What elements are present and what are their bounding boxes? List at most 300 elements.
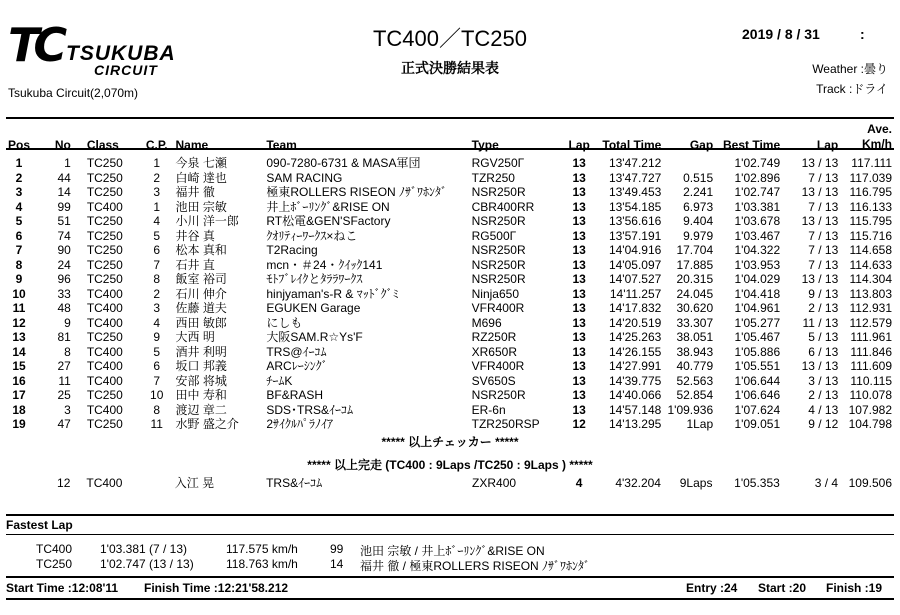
cell-team: 極東ROLLERS RISEON ﾉｻﾞﾜﾎﾝﾀﾞ — [266, 185, 448, 199]
cell-team: mcn・＃24・ｸｲｯｸ141 — [266, 257, 383, 272]
cell-ave: 113.803 — [849, 286, 892, 301]
fl-time: 1'02.747 (13 / 13) — [100, 557, 194, 571]
cell-cp: 8 — [153, 272, 161, 286]
cell-type: Ninja650 — [471, 286, 519, 301]
cell-lap: 13 — [572, 156, 586, 170]
cell-best-lap: 7 / 13 — [808, 243, 839, 257]
cell-type: RZ250R — [471, 330, 517, 344]
cell-class: TC250 — [86, 257, 123, 272]
tsukuba-logo-text: TSUKUBA — [66, 42, 176, 65]
cell-best: 1'04.029 — [734, 272, 781, 286]
complete-note: ***** 以上完走 (TC400 : 9Laps /TC250 : 9Laps ) ***** — [307, 458, 593, 472]
cell-team: TRS&ｲｰｺﾑ — [266, 476, 323, 490]
cell-pos: 13 — [12, 330, 26, 344]
cell-total: 14'17.832 — [608, 301, 662, 315]
document-subtitle: 正式決勝結果表 — [401, 60, 499, 76]
cell-type: VFR400R — [471, 359, 525, 373]
cell-cp: 1 — [153, 199, 161, 214]
entry-count: Entry :24 — [686, 581, 738, 595]
cell-ave: 112.931 — [849, 301, 892, 315]
cell-no: 27 — [57, 359, 71, 373]
cell-best-lap: 2 / 13 — [808, 388, 839, 402]
table-row — [6, 301, 894, 316]
cell-ave: 111.961 — [850, 330, 892, 344]
fl-no: 99 — [330, 542, 344, 556]
cell-name: 井谷 真 — [175, 228, 215, 243]
cell-ave: 104.798 — [848, 417, 892, 431]
cell-class: TC400 — [86, 402, 123, 417]
cell-name: 入江 晃 — [174, 476, 215, 490]
cell-ave: 115.795 — [849, 214, 892, 228]
cell-lap: 13 — [572, 388, 586, 402]
cell-team: にしも — [266, 315, 303, 330]
cell-no: 48 — [57, 301, 71, 315]
cell-best-lap: 6 / 13 — [808, 344, 839, 359]
results-table — [6, 118, 894, 432]
cell-lap: 4 — [575, 476, 583, 490]
track-condition: Track :ドライ — [816, 82, 888, 96]
cell-pos: 16 — [12, 373, 26, 388]
cell-cp: 5 — [153, 344, 161, 359]
cell-total: 14'20.519 — [608, 315, 662, 330]
cell-gap: 38.051 — [676, 330, 714, 344]
cell-gap: 2.241 — [683, 185, 714, 199]
cell-no: 81 — [57, 330, 71, 344]
cell-type: NSR250R — [471, 257, 526, 272]
cell-team: 2ｻｲｸﾙﾊﾟﾗﾉｲｱ — [266, 417, 334, 431]
cell-ave: 109.506 — [848, 476, 892, 490]
fl-time: 1'03.381 (7 / 13) — [100, 542, 188, 556]
cell-pos: 14 — [12, 344, 26, 359]
cell-type: ER-6n — [471, 402, 506, 417]
cell-type: RG500Γ — [471, 228, 517, 243]
cell-class: TC400 — [86, 301, 123, 315]
cell-name: 田中 寿和 — [175, 388, 227, 402]
cell-class: TC400 — [86, 476, 123, 490]
cell-pos: 15 — [12, 359, 26, 373]
cell-cp: 4 — [153, 315, 161, 330]
cell-name: 水野 盛之介 — [175, 417, 239, 431]
cell-type: CBR400RR — [471, 199, 535, 214]
cell-best-lap: 7 / 13 — [808, 199, 839, 214]
cell-gap: 38.943 — [676, 344, 714, 359]
col-lap: Lap — [568, 138, 590, 152]
cell-class: TC250 — [86, 272, 123, 286]
cell-class: TC250 — [86, 185, 123, 199]
table-row — [6, 374, 894, 389]
cell-no: 3 — [64, 402, 71, 417]
cell-pos: 10 — [12, 286, 26, 301]
cell-gap: 1Lap — [686, 417, 714, 431]
cell-best: 1'05.886 — [734, 344, 781, 359]
cell-pos: 8 — [15, 257, 23, 272]
cell-name: 小川 洋一郎 — [175, 214, 239, 228]
cell-best-lap: 3 / 13 — [808, 373, 839, 388]
cell-ave: 107.982 — [848, 402, 892, 417]
cell-cp: 3 — [153, 301, 161, 315]
cell-total: 14'39.775 — [608, 373, 662, 388]
cell-pos: 6 — [15, 228, 23, 243]
table-row — [6, 330, 894, 345]
cell-pos: 4 — [15, 199, 23, 214]
cell-pos: 11 — [12, 301, 26, 315]
cell-lap: 13 — [572, 315, 586, 330]
table-row — [6, 403, 894, 418]
cell-lap: 13 — [572, 228, 586, 243]
col-cp: C.P. — [145, 138, 168, 152]
cell-total: 14'13.295 — [608, 417, 662, 431]
cell-no: 44 — [57, 170, 71, 185]
cell-name: 西田 敏郎 — [175, 315, 227, 330]
fl-speed: 118.763 km/h — [226, 557, 298, 571]
cell-best-lap: 4 / 13 — [808, 402, 839, 417]
cell-no: 9 — [64, 315, 71, 330]
cell-gap: 20.315 — [676, 272, 714, 286]
cell-ave: 110.078 — [849, 388, 892, 402]
race-date: 2019 / 8 / 31 — [742, 26, 820, 42]
fastest-lap-title-rule — [6, 534, 894, 535]
col-name: Name — [175, 138, 209, 152]
table-row — [6, 417, 894, 432]
cell-class: TC400 — [86, 286, 123, 301]
cell-no: 96 — [57, 272, 71, 286]
cell-gap: 1'09.936 — [667, 402, 714, 417]
cell-total: 13'47.727 — [608, 170, 662, 185]
table-row — [6, 229, 894, 244]
cell-best-lap: 5 / 13 — [808, 330, 839, 344]
cell-ave: 110.115 — [850, 373, 892, 388]
cell-total: 14'26.155 — [608, 344, 662, 359]
cell-gap: 33.307 — [676, 315, 714, 330]
cell-class: TC400 — [86, 344, 123, 359]
table-row — [6, 214, 894, 229]
cell-class: TC250 — [86, 417, 123, 431]
fl-rider: 池田 宗敏 / 井上ﾎﾞｰﾘﾝｸﾞ&RISE ON — [360, 544, 545, 558]
table-row — [6, 243, 894, 258]
cell-lap: 13 — [572, 199, 586, 214]
fastest-lap-title: Fastest Lap — [6, 518, 73, 532]
cell-gap: 6.973 — [683, 199, 714, 214]
cell-cp: 1 — [153, 156, 161, 170]
cell-type: RGV250Γ — [471, 156, 525, 170]
cell-pos: 9 — [15, 272, 23, 286]
cell-team: ｸｵﾘﾃｨｰﾜｰｸｽ×ねこ — [266, 228, 358, 243]
col-team: Team — [266, 138, 297, 152]
cell-name: 安部 将城 — [175, 373, 227, 388]
start-count: Start :20 — [758, 581, 807, 595]
cell-total: 14'40.066 — [608, 388, 662, 402]
cell-total: 14'25.263 — [608, 330, 662, 344]
col-total-time: Total Time — [602, 138, 662, 152]
cell-class: TC400 — [86, 199, 123, 214]
cell-best: 1'02.747 — [734, 185, 781, 199]
cell-type: NSR250R — [471, 214, 526, 228]
cell-best: 1'05.551 — [734, 359, 781, 373]
cell-team: SAM RACING — [266, 170, 343, 185]
col-ave-speed — [840, 118, 894, 156]
cell-gap: 52.563 — [676, 373, 714, 388]
cell-lap: 13 — [572, 344, 586, 359]
cell-total: 14'27.991 — [608, 359, 662, 373]
col-class: Class — [86, 138, 119, 152]
cell-best: 1'05.277 — [734, 315, 781, 330]
weather-info: Weather :曇り — [812, 62, 888, 76]
cell-best-lap: 7 / 13 — [808, 170, 839, 185]
footer-bottom-rule — [6, 598, 894, 600]
cell-no: 47 — [57, 417, 71, 431]
cell-lap: 13 — [572, 185, 586, 199]
cell-type: SV650S — [471, 373, 516, 388]
cell-team: 井上ﾎﾞｰﾘﾝｸﾞ&RISE ON — [266, 199, 390, 214]
cell-ave: 114.658 — [849, 243, 892, 257]
cell-type: TZR250RSP — [471, 417, 540, 431]
cell-type: NSR250R — [471, 185, 526, 199]
cell-cp: 9 — [153, 330, 161, 344]
col-ave-label: Ave. — [867, 122, 892, 136]
cell-name: 飯室 裕司 — [175, 272, 227, 286]
cell-best: 1'03.467 — [734, 228, 781, 243]
col-type: Type — [471, 138, 499, 152]
cell-team: SDS･TRS&ｲｰｺﾑ — [266, 402, 354, 417]
cell-name: 渡辺 章二 — [175, 402, 227, 417]
cell-name: 坂口 邦義 — [175, 359, 227, 373]
tc-logo-mark: TC — [8, 18, 62, 72]
cell-no: 99 — [57, 199, 71, 214]
cell-no: 25 — [57, 388, 71, 402]
cell-best: 1'06.646 — [734, 388, 781, 402]
table-row — [6, 272, 894, 287]
cell-cp: 3 — [153, 185, 161, 199]
fl-speed: 117.575 km/h — [226, 542, 298, 556]
cell-type: XR650R — [471, 344, 517, 359]
cell-name: 今泉 七瀬 — [175, 156, 227, 170]
cell-team: 大阪SAM.R☆Ys'F — [266, 330, 363, 344]
cell-best: 1'04.961 — [734, 301, 781, 315]
cell-ave: 111.846 — [850, 344, 892, 359]
cell-ave: 117.039 — [849, 170, 892, 185]
table-row — [6, 388, 894, 403]
cell-class: TC250 — [86, 388, 123, 402]
cell-best: 1'05.467 — [734, 330, 781, 344]
results-body — [6, 156, 894, 432]
cell-pos: 17 — [12, 388, 26, 402]
cell-name: 石井 直 — [175, 257, 215, 272]
cell-pos: 19 — [12, 417, 26, 431]
cell-best-lap: 13 / 13 — [801, 156, 839, 170]
cell-gap: 9.404 — [683, 214, 714, 228]
cell-gap: 52.854 — [676, 388, 714, 402]
fl-class: TC400 — [36, 542, 73, 556]
cell-gap: 17.704 — [676, 243, 714, 257]
cell-total: 13'56.616 — [608, 214, 662, 228]
cell-pos: 2 — [15, 170, 23, 185]
table-row — [6, 287, 894, 302]
dnf-table — [6, 476, 894, 491]
cell-class: TC400 — [86, 315, 123, 330]
cell-no: 1 — [64, 156, 71, 170]
cell-name: 大西 明 — [175, 330, 215, 344]
cell-best: 1'06.644 — [734, 373, 781, 388]
cell-ave: 117.111 — [851, 156, 892, 170]
cell-gap: 9.979 — [683, 228, 714, 243]
cell-cp: 8 — [153, 402, 161, 417]
fl-rider: 福井 徹 / 極東ROLLERS RISEON ﾉｻﾞﾜﾎﾝﾀﾞ — [360, 559, 591, 573]
cell-name: 松本 真和 — [175, 243, 227, 257]
cell-best: 1'02.896 — [734, 170, 781, 185]
cell-name: 白崎 達也 — [175, 170, 227, 185]
cell-best-lap: 9 / 13 — [808, 286, 839, 301]
cell-pos — [6, 476, 31, 491]
cell-gap — [663, 156, 715, 171]
cell-class: TC250 — [86, 170, 123, 185]
cell-total: 14'11.257 — [609, 286, 662, 301]
cell-best: 1'03.678 — [734, 214, 781, 228]
cell-no: 11 — [58, 373, 71, 388]
cell-team: ﾁｰﾑK — [266, 373, 293, 388]
cell-class: TC250 — [86, 214, 123, 228]
cell-team: BF&RASH — [266, 388, 324, 402]
table-row — [6, 200, 894, 215]
cell-cp: 6 — [153, 359, 161, 373]
cell-no: 12 — [57, 476, 71, 490]
cell-team: EGUKEN Garage — [266, 301, 361, 315]
cell-gap: 0.515 — [683, 170, 714, 185]
cell-no: 51 — [57, 214, 71, 228]
cell-best-lap: 9 / 12 — [808, 417, 839, 431]
cell-lap: 13 — [572, 301, 586, 315]
cell-gap: 30.620 — [676, 301, 714, 315]
fl-class: TC250 — [36, 557, 73, 571]
table-row — [6, 345, 894, 360]
cell-type: VFR400R — [471, 301, 525, 315]
cell-gap: 17.885 — [676, 257, 714, 272]
cell-no: 24 — [57, 257, 71, 272]
cell-lap: 13 — [572, 330, 586, 344]
cell-cp: 7 — [153, 257, 161, 272]
cell-class: TC400 — [86, 373, 123, 388]
cell-total: 4'32.204 — [615, 476, 661, 490]
col-no: No — [54, 138, 71, 152]
cell-best-lap: 11 / 13 — [802, 315, 839, 330]
cell-class: TC250 — [86, 156, 123, 170]
col-gap: Gap — [689, 138, 714, 152]
cell-ave: 116.795 — [849, 185, 892, 199]
cell-best: 1'05.353 — [734, 476, 780, 490]
table-row — [6, 258, 894, 273]
cell-lap: 13 — [572, 373, 586, 388]
cell-cp: 2 — [153, 286, 161, 301]
time-colon: : — [860, 26, 865, 42]
table-row — [6, 316, 894, 331]
cell-type: M696 — [471, 315, 502, 330]
cell-type: TZR250 — [471, 170, 515, 185]
col-best-lap: Lap — [816, 138, 839, 152]
cell-no: 33 — [57, 286, 71, 301]
cell-best: 1'03.953 — [734, 257, 781, 272]
cell-best-lap: 13 / 13 — [801, 214, 839, 228]
cell-best: 1'04.418 — [734, 286, 781, 301]
cell-total: 14'57.148 — [608, 402, 662, 417]
cell-team: ARCﾚｰｼﾝｸﾞ — [266, 359, 328, 373]
cell-type: NSR250R — [471, 388, 526, 402]
cell-team: hinjyaman's-R & ﾏｯﾄﾞｸﾞﾐ — [266, 286, 399, 301]
cell-lap: 13 — [572, 243, 586, 257]
cell-best: 1'09.051 — [734, 417, 781, 431]
cell-best-lap: 3 / 4 — [814, 476, 839, 490]
cell-cp — [140, 476, 173, 491]
cell-ave: 115.716 — [849, 228, 892, 243]
cell-pos: 12 — [12, 315, 26, 330]
table-row — [6, 185, 894, 200]
cell-cp: 10 — [150, 388, 164, 402]
footer-top-rule — [6, 576, 894, 578]
cell-total: 14'05.097 — [608, 257, 662, 272]
cell-team: T2Racing — [266, 243, 318, 257]
cell-pos: 3 — [15, 185, 23, 199]
cell-name: 石川 伸介 — [175, 286, 227, 301]
cell-total: 13'47.212 — [608, 156, 662, 170]
cell-best-lap: 13 / 13 — [801, 359, 839, 373]
cell-cp: 6 — [153, 243, 161, 257]
cell-cp: 2 — [153, 170, 161, 185]
cell-gap: 9Laps — [679, 476, 713, 490]
cell-lap: 13 — [572, 214, 586, 228]
cell-lap: 13 — [572, 170, 586, 185]
circuit-name: Tsukuba Circuit(2,070m) — [8, 86, 139, 100]
cell-team: ﾓﾄﾌﾞﾚｲｸとﾀﾗﾗﾜｰｸｽ — [266, 272, 363, 286]
cell-team: RT松電&GEN'SFactory — [266, 214, 391, 228]
cell-lap: 13 — [572, 402, 586, 417]
cell-best: 1'04.322 — [734, 243, 781, 257]
cell-team: 090-7280-6731 & MASA軍団 — [266, 156, 421, 170]
cell-cp: 7 — [153, 373, 161, 388]
cell-best-lap: 13 / 13 — [801, 185, 839, 199]
cell-name: 福井 徹 — [175, 185, 215, 199]
cell-cp: 4 — [153, 214, 161, 228]
table-row — [6, 156, 894, 171]
fl-no: 14 — [330, 557, 344, 571]
cell-ave: 112.579 — [849, 315, 892, 330]
cell-cp: 5 — [153, 228, 161, 243]
circuit-logo-text: CIRCUIT — [94, 62, 158, 78]
checker-note: ***** 以上チェッカー ***** — [381, 435, 519, 449]
race-title: TC400／TC250 — [372, 26, 528, 51]
fastest-lap-top-rule — [6, 514, 894, 516]
cell-class: TC250 — [86, 243, 123, 257]
cell-lap: 13 — [572, 359, 586, 373]
cell-cp: 11 — [150, 417, 163, 431]
table-row — [6, 171, 894, 186]
cell-best-lap: 7 / 13 — [808, 257, 839, 272]
cell-class: TC250 — [86, 330, 123, 344]
cell-class: TC400 — [86, 359, 123, 373]
cell-lap: 13 — [572, 272, 586, 286]
cell-name: 佐藤 道夫 — [175, 301, 227, 315]
table-header-row — [6, 118, 894, 156]
cell-pos: 5 — [15, 214, 23, 228]
cell-total: 13'54.185 — [608, 199, 662, 214]
cell-pos: 18 — [12, 402, 26, 417]
col-best-time: Best Time — [723, 138, 781, 152]
cell-ave: 116.133 — [849, 199, 892, 214]
cell-best: 1'07.624 — [734, 402, 781, 417]
table-row — [6, 359, 894, 374]
cell-no: 90 — [57, 243, 71, 257]
cell-ave: 114.633 — [849, 257, 892, 272]
cell-best-lap: 2 / 13 — [808, 301, 839, 315]
cell-best-lap: 7 / 13 — [808, 228, 839, 243]
cell-no: 8 — [64, 344, 71, 359]
